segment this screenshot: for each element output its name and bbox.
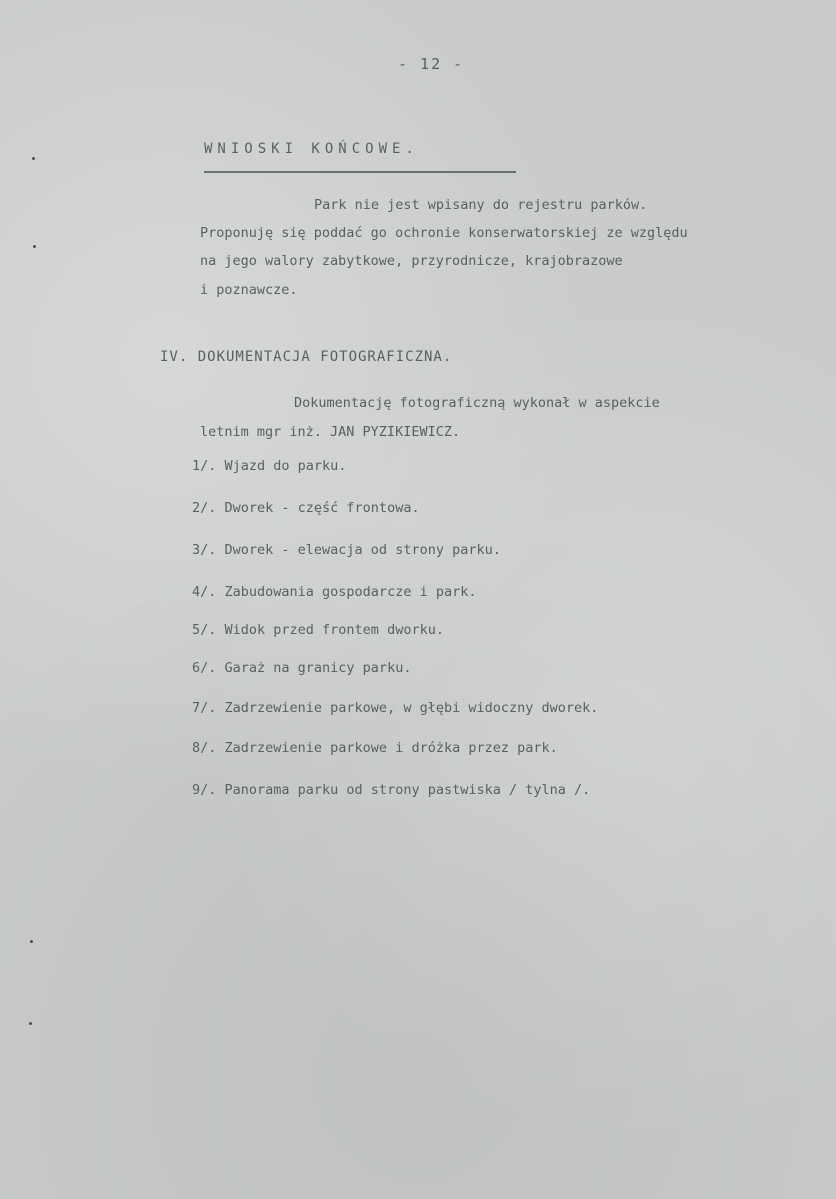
paragraph-line: Proponuję się poddać go ochronie konserwatorskiej ze względu xyxy=(200,225,688,241)
binding-hole-mark xyxy=(33,245,36,248)
section-heading-photo-documentation: IV. DOKUMENTACJA FOTOGRAFICZNA. xyxy=(160,349,453,365)
heading-underline xyxy=(204,171,516,173)
list-item: 3/. Dworek - elewacja od strony parku. xyxy=(192,542,501,558)
paragraph-line: i poznawcze. xyxy=(200,282,298,298)
paragraph-line: Park nie jest wpisany do rejestru parków. xyxy=(314,197,648,213)
paragraph-line: Dokumentację fotograficzną wykonał w aspekcie xyxy=(294,395,660,411)
list-item: 1/. Wjazd do parku. xyxy=(192,458,347,474)
binding-hole-mark xyxy=(32,157,35,160)
list-item: 4/. Zabudowania gospodarcze i park. xyxy=(192,584,477,600)
list-item: 7/. Zadrzewienie parkowe, w głębi widoczny dworek. xyxy=(192,700,599,716)
binding-hole-mark xyxy=(30,940,33,943)
paragraph-line: letnim mgr inż. JAN PYZIKIEWICZ. xyxy=(200,424,461,440)
section-heading-conclusions: WNIOSKI KOŃCOWE. xyxy=(204,141,419,157)
list-item: 8/. Zadrzewienie parkowe i dróżka przez park. xyxy=(192,740,558,756)
list-item: 6/. Garaż na granicy parku. xyxy=(192,660,412,676)
list-item: 2/. Dworek - część frontowa. xyxy=(192,500,420,516)
page-number: - 12 - xyxy=(398,55,465,73)
paragraph-line: na jego walory zabytkowe, przyrodnicze, krajobrazowe xyxy=(200,253,623,269)
list-item: 5/. Widok przed frontem dworku. xyxy=(192,622,444,638)
binding-hole-mark xyxy=(29,1022,32,1025)
list-item: 9/. Panorama parku od strony pastwiska / tylna /. xyxy=(192,782,591,798)
